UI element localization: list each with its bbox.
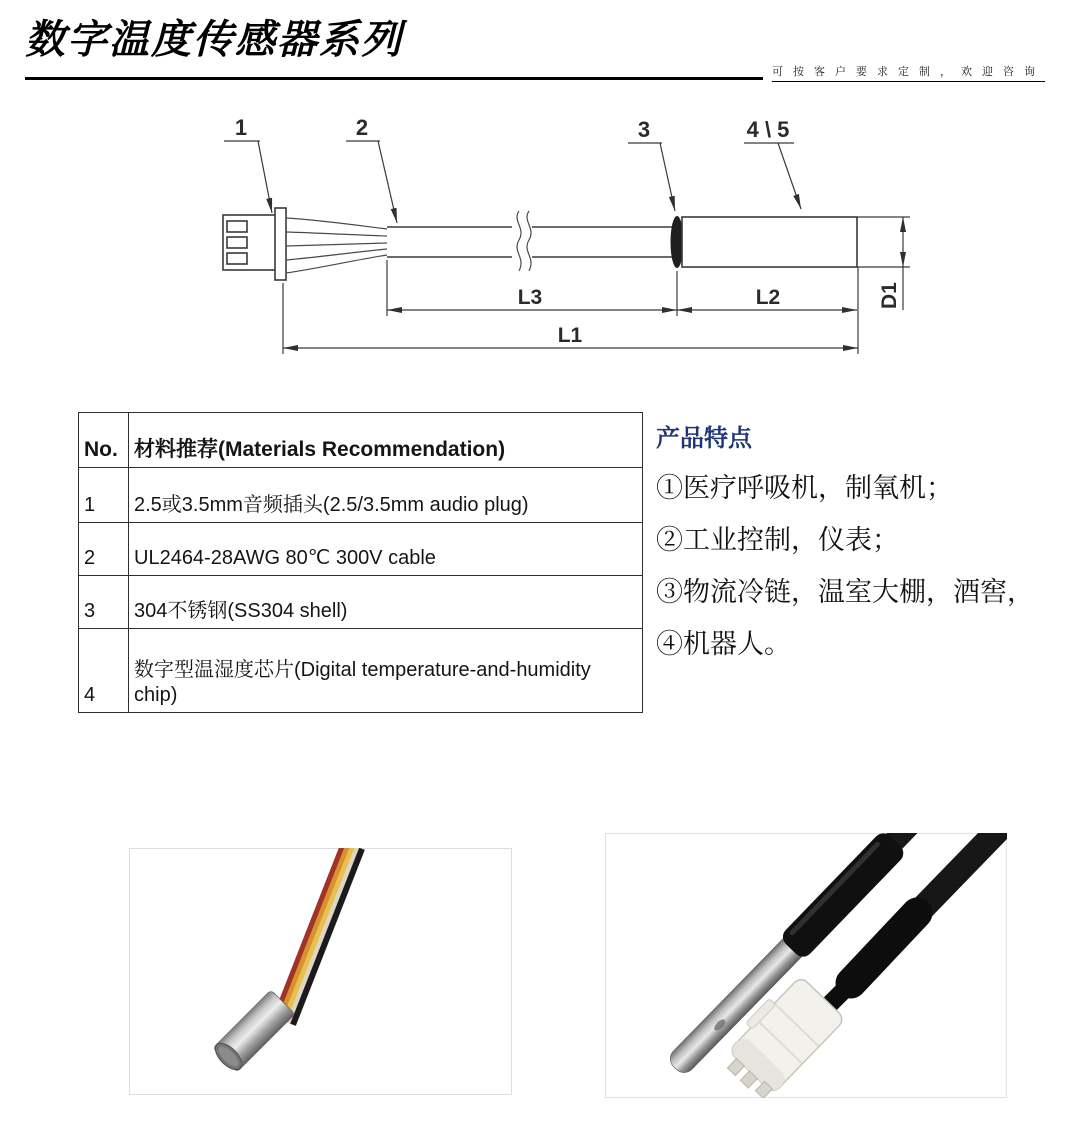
table-header-row: [79, 413, 643, 468]
table-row: [79, 629, 643, 713]
cell-material: UL2464-28AWG 80℃ 300V cable: [129, 523, 643, 576]
callout-3: 3: [637, 117, 651, 142]
cell-material: 304不锈钢(SS304 shell): [129, 576, 643, 629]
table-row: [79, 576, 643, 629]
callout-2: 2: [355, 115, 369, 140]
dim-label-d1: D1: [878, 282, 901, 309]
col-header-material: 材料推荐(Materials Recommendation): [129, 413, 643, 468]
table-row: [79, 468, 643, 523]
sensor-dimension-diagram: [150, 105, 940, 370]
wire-fan-drawing: [286, 218, 387, 273]
dim-label-l2: L2: [755, 286, 781, 309]
table-row: [79, 523, 643, 576]
page-title: 数字温度传感器系列: [25, 17, 403, 62]
cell-no: 2: [79, 523, 129, 576]
col-header-no: No.: [79, 413, 129, 468]
header-rule: [25, 77, 763, 80]
feature-item: ②工业控制，仪表；: [656, 525, 899, 555]
features-title: 产品特点: [656, 425, 752, 452]
materials-table: [78, 412, 643, 713]
probe-tube-drawing: [671, 216, 911, 268]
callout-4-5: 4 \ 5: [746, 117, 790, 142]
product-features-panel: [656, 418, 1034, 681]
product-photo-probe-ribbon-cable: [129, 848, 512, 1095]
feature-item: ④机器人。: [656, 629, 791, 659]
product-photo-probe-connector: [605, 833, 1007, 1098]
cell-no: 1: [79, 468, 129, 523]
dim-label-l3: L3: [517, 286, 543, 309]
part-callouts: [224, 115, 801, 223]
cell-no: 4: [79, 629, 129, 713]
callout-1: 1: [234, 115, 248, 140]
cell-material: 2.5或3.5mm音频插头(2.5/3.5mm audio plug): [129, 468, 643, 523]
feature-item: ①医疗呼吸机，制氧机；: [656, 473, 953, 503]
cell-material: 数字型温湿度芯片(Digital temperature-and-humidity chip): [129, 629, 643, 713]
cell-no: 3: [79, 576, 129, 629]
dim-label-l1: L1: [557, 324, 583, 347]
audio-plug-drawing: [223, 208, 286, 280]
cable-drawing: [387, 211, 673, 271]
header-tagline: 可按客户要求定制，欢迎咨询: [772, 63, 1045, 82]
feature-item: ③物流冷链，温室大棚，酒窖，: [656, 577, 1034, 607]
